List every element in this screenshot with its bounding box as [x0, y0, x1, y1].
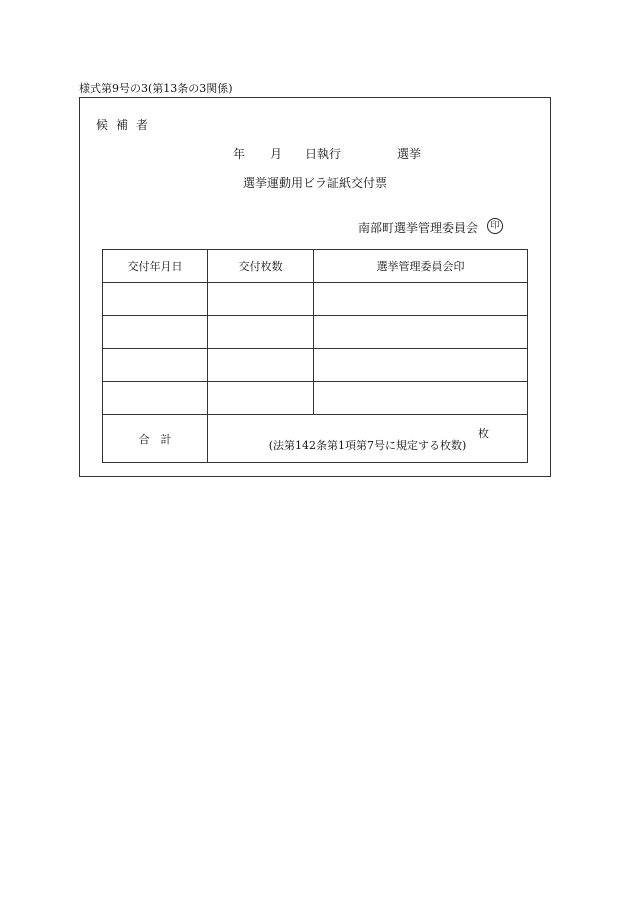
total-note: (法第142条第1項第7号に規定する枚数): [268, 439, 467, 452]
form-caption: 様式第9号の3(第13条の3関係): [79, 82, 233, 95]
table-cell: [208, 349, 314, 382]
total-label: 合 計: [103, 415, 208, 463]
table-cell: [314, 283, 528, 316]
table-cell: [208, 382, 314, 415]
table-row: [103, 283, 528, 316]
execution-day-label: 日執行: [305, 147, 342, 161]
document-title: 選挙運動用ビラ証紙交付票: [242, 176, 387, 190]
header-committee-seal: 選挙管理委員会印: [314, 250, 528, 283]
committee-name: 南部町選挙管理委員会: [358, 221, 479, 235]
issuance-table: [102, 249, 528, 463]
candidate-label: 候補者: [96, 118, 157, 132]
table-cell: [314, 316, 528, 349]
total-value-cell: [208, 415, 528, 463]
table-row: [103, 382, 528, 415]
seal-mark: 印: [487, 218, 503, 234]
table-cell: [103, 283, 208, 316]
total-row: [103, 415, 528, 463]
table-cell: [208, 316, 314, 349]
table-row: [103, 349, 528, 382]
header-issue-date: 交付年月日: [103, 250, 208, 283]
table-header-row: [103, 250, 528, 283]
election-label: 選挙: [397, 147, 422, 161]
header-issue-count: 交付枚数: [208, 250, 314, 283]
table-cell: [314, 382, 528, 415]
table-row: [103, 316, 528, 349]
table-cell: [208, 283, 314, 316]
table-cell: [103, 382, 208, 415]
table-cell: [314, 349, 528, 382]
total-unit: 枚: [478, 427, 489, 440]
month-label: 月: [270, 147, 283, 161]
year-label: 年: [233, 147, 246, 161]
table-cell: [103, 316, 208, 349]
table-cell: [103, 349, 208, 382]
